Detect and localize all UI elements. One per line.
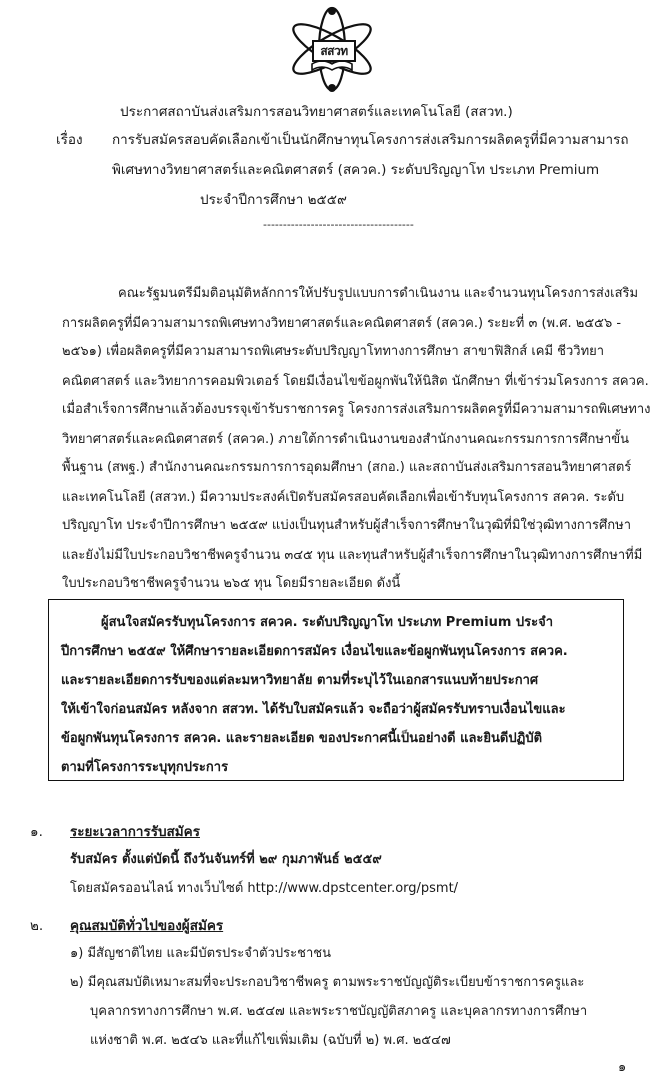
section-line: ๑) มีสัญชาติไทย และมีบัตรประจำตัวประชาชน (70, 946, 331, 961)
page-number: ๑ (618, 1060, 627, 1075)
section-line: แห่งชาติ พ.ศ. ๒๕๔๖ และที่แก้ไขเพิ่มเติม (ฉบับที่ ๒) พ.ศ. ๒๕๔๗ (90, 1033, 451, 1048)
notice-line: ปีการศึกษา ๒๕๕๙ ให้ศึกษารายละเอียดการสมัคร เงื่อนไขและข้อผูกพันทุนโครงการ สควค. (61, 644, 568, 659)
notice-line: ผู้สนใจสมัครรับทุนโครงการ สควค. ระดับปริญญาโท ประเภท Premium ประจำ (101, 615, 554, 630)
intro-line: ๒๕๖๑) เพื่อผลิตครูที่มีความสามารถพิเศษระดับปริญญาโททางการศึกษา สาขาฟิสิกส์ เคมี ชีววิทยา (62, 344, 605, 359)
section-heading: คุณสมบัติทั่วไปของผู้สมัคร (70, 918, 224, 934)
notice-line: ให้เข้าใจก่อนสมัคร หลังจาก สสวท. ได้รับใบสมัครแล้ว จะถือว่าผู้สมัครรับทราบเงื่อนไขและ (61, 702, 566, 717)
title-line-2: การรับสมัครสอบคัดเลือกเข้าเป็นนักศึกษาทุนโครงการส่งเสริมการผลิตครูที่มีความสามารถ (112, 132, 629, 148)
ipst-logo (284, 6, 380, 92)
intro-line: คณิตศาสตร์ และวิทยาการคอมพิวเตอร์ โดยมีเงื่อนไขข้อผูกพันให้นิสิต นักศึกษา ที่เข้าร่วมโครงการ สควค. (62, 374, 649, 389)
title-line-3: พิเศษทางวิทยาศาสตร์และคณิตศาสตร์ (สควค.) ระดับปริญญาโท ประเภท Premium (112, 162, 600, 178)
title-divider: -------------------------------------- (263, 218, 414, 231)
applicant-notice-box (48, 599, 624, 781)
intro-line: วิทยาศาสตร์และคณิตศาสตร์ (สควค.) ภายใต้การดำเนินงานของสำนักงานคณะกรรมการการศึกษาขั้น (62, 432, 630, 447)
intro-line: ใบประกอบวิชาชีพครูจำนวน ๒๖๕ ทุน โดยมีรายละเอียด ดังนี้ (62, 576, 401, 591)
intro-line: ปริญญาโท ประจำปีการศึกษา ๒๕๕๙ แบ่งเป็นทุนสำหรับผู้สำเร็จการศึกษาในวุฒิที่มิใช่วุฒิทางการศึกษา (62, 518, 632, 533)
section-line: รับสมัคร ตั้งแต่บัดนี้ ถึงวันจันทร์ที่ ๒๙ กุมภาพันธ์ ๒๕๕๙ (70, 852, 382, 867)
section-number: ๒. (30, 918, 44, 934)
intro-line: การผลิตครูที่มีความสามารถพิเศษทางวิทยาศาสตร์และคณิตศาสตร์ (สควค.) ระยะที่ ๓ (พ.ศ. ๒๕๕๖ - (62, 316, 622, 331)
intro-line: คณะรัฐมนตรีมีมติอนุมัติหลักการให้ปรับรูปแบบการดำเนินงาน และจำนวนทุนโครงการส่งเสริม (118, 286, 639, 301)
notice-line: ข้อผูกพันทุนโครงการ สควค. และรายละเอียด ของประกาศนี้เป็นอย่างดี และยินดีปฏิบัติ (61, 731, 543, 746)
section-line: บุคลากรทางการศึกษา พ.ศ. ๒๕๔๗ และพระราชบัญญัติสภาครู และบุคลากรทางการศึกษา (90, 1004, 588, 1019)
intro-line: เมื่อสำเร็จการศึกษาแล้วต้องบรรจุเข้ารับราชการครู โครงการส่งเสริมการผลิตครูที่มีความสามารถพิเศษทาง (62, 402, 651, 417)
notice-line: ตามที่โครงการระบุทุกประการ (61, 760, 229, 775)
logo-text: สสวท (312, 40, 356, 62)
intro-line: พื้นฐาน (สพฐ.) สำนักงานคณะกรรมการการอุดมศึกษา (สกอ.) และสถาบันส่งเสริมการสอนวิทยาศาสตร์ (62, 460, 632, 475)
notice-line: และรายละเอียดการรับของแต่ละมหาวิทยาลัย ตามที่ระบุไว้ในเอกสารแนบท้ายประกาศ (61, 673, 539, 688)
section-number: ๑. (30, 824, 43, 840)
intro-line: และเทคโนโลยี (สสวท.) มีความประสงค์เปิดรับสมัครสอบคัดเลือกเพื่อเข้ารับทุนโครงการ สควค. ระดับ (62, 490, 625, 505)
title-line-1: ประกาศสถาบันส่งเสริมการสอนวิทยาศาสตร์และเทคโนโลยี (สสวท.) (120, 104, 513, 120)
section-line: โดยสมัครออนไลน์ ทางเว็บไซต์ http://www.dpstcenter.org/psmt/ (70, 881, 459, 896)
title-line-4: ประจำปีการศึกษา ๒๕๕๙ (200, 192, 347, 208)
subject-label: เรื่อง (56, 132, 83, 148)
intro-line: และยังไม่มีใบประกอบวิชาชีพครูจำนวน ๓๔๕ ทุน และทุนสำหรับผู้สำเร็จการศึกษาในวุฒิทางการศึกษาที่มี (62, 548, 643, 563)
section-heading: ระยะเวลาการรับสมัคร (70, 824, 200, 840)
section-line: ๒) มีคุณสมบัติเหมาะสมที่จะประกอบวิชาชีพครู ตามพระราชบัญญัติระเบียบข้าราชการครูและ (70, 975, 585, 990)
